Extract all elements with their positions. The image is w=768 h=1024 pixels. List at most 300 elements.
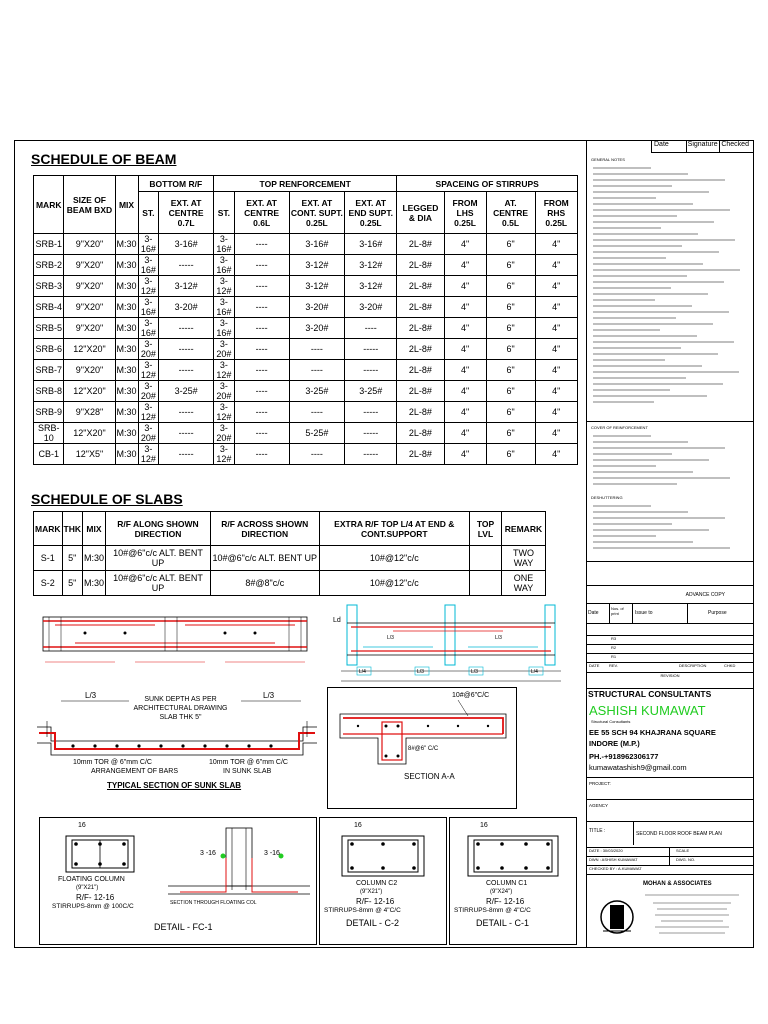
l3-right: L/3 — [263, 691, 275, 700]
title-block — [587, 141, 753, 947]
table-cell: 12"X5" — [64, 444, 115, 465]
bar-note-right: 10mm TOR @ 6"mm C/C — [209, 759, 288, 766]
drawing-sheet — [14, 140, 754, 948]
table-cell: 5" — [62, 546, 82, 571]
table-cell: 9"X20" — [64, 276, 115, 297]
title-label: TITLE : — [587, 822, 634, 845]
slab-header-cell: TOP LVL — [470, 512, 502, 546]
consultants-label: STRUCTURAL CONSULTANTS — [587, 688, 753, 700]
fc1-bars-left: 3 -16 — [200, 850, 216, 857]
table-cell: 3-20# — [214, 339, 235, 360]
bar-note-left-2: ARRANGEMENT OF BARS — [91, 768, 178, 775]
address-1: EE 55 SCH 94 KHAJRANA SQUARE — [589, 728, 716, 737]
table-cell: ---- — [234, 444, 289, 465]
issue-purpose: Purpose — [708, 610, 727, 616]
blank-grid-row — [587, 561, 753, 585]
table-cell: 4" — [444, 381, 486, 402]
c2-size: (9"X21") — [360, 889, 383, 895]
c1-rf: R/F- 12-16 — [486, 897, 525, 906]
slab-header-cell: MIX — [82, 512, 105, 546]
beam-bar-elevation — [35, 607, 315, 682]
section-top-label: 10#@6"C/C — [452, 692, 490, 699]
table-cell: ---- — [345, 318, 397, 339]
c2-stirrups: STIRRUPS-8mm @ 4"C/C — [324, 907, 401, 914]
table-cell: ----- — [345, 360, 397, 381]
table-cell: ---- — [289, 444, 345, 465]
fc1-stirrups: STIRRUPS-8mm @ 100C/C — [52, 903, 134, 910]
c1-col-title: COLUMN C1 — [486, 880, 528, 887]
table-cell: 4" — [535, 255, 578, 276]
table-cell: 2L-8# — [397, 318, 444, 339]
rev-r1: R1 — [587, 653, 753, 662]
table-cell: M:30 — [115, 255, 138, 276]
table-row — [34, 381, 578, 402]
table-cell: 3-16# — [214, 297, 235, 318]
revision-label: REVISION — [587, 672, 753, 682]
table-cell: 3-16# — [159, 234, 214, 255]
table-cell: 3-12# — [345, 255, 397, 276]
blank-row-2 — [587, 623, 753, 635]
table-cell: ----- — [159, 255, 214, 276]
table-cell: SRB-3 — [34, 276, 64, 297]
table-cell: 4" — [444, 234, 486, 255]
table-cell: 4" — [444, 360, 486, 381]
span-label-1: L/3 — [387, 635, 394, 641]
c2-col-title: COLUMN C2 — [356, 880, 398, 887]
slab-header-cell: REMARK — [501, 512, 545, 546]
detail-c1-frame — [449, 817, 577, 945]
c2-title: DETAIL - C-2 — [346, 918, 400, 928]
table-cell: SRB-5 — [34, 318, 64, 339]
table-cell: 10#@6"c/c ALT. BENT UP — [106, 546, 211, 571]
table-cell: 4" — [535, 402, 578, 423]
table-cell: 4" — [444, 444, 486, 465]
table-cell: 3-12# — [289, 276, 345, 297]
col-mix: MIX — [115, 176, 138, 234]
issue-nos: Nos. of print — [610, 604, 633, 623]
rev-r2: R2 — [587, 644, 753, 653]
dwn-row — [587, 856, 753, 865]
table-cell: ---- — [234, 318, 289, 339]
table-cell: 3-16# — [214, 318, 235, 339]
table-cell: SRB-10 — [34, 423, 64, 444]
table-cell: 3-12# — [138, 444, 159, 465]
table-cell: 4" — [535, 423, 578, 444]
table-cell: 8#@8"c/c — [210, 571, 319, 596]
firm-sub: Structural Consultants — [591, 719, 631, 724]
table-cell: 3-16# — [138, 318, 159, 339]
table-cell: 3-12# — [214, 444, 235, 465]
table-cell: ---- — [289, 402, 345, 423]
col-spacing: SPACEING OF STIRRUPS — [397, 176, 578, 192]
table-cell: SRB-1 — [34, 234, 64, 255]
table-cell: ---- — [234, 255, 289, 276]
table-cell: 4" — [535, 381, 578, 402]
col-legged: LEGGED & DIA — [397, 192, 444, 234]
date-row — [587, 847, 753, 856]
table-cell: 5" — [62, 571, 82, 596]
main-drawing-area — [15, 141, 587, 947]
table-cell: ----- — [159, 423, 214, 444]
associates-name: MOHAN & ASSOCIATES — [643, 881, 712, 887]
fc1-bars-right: 3 -16 — [264, 850, 280, 857]
table-cell: 3-16# — [214, 234, 235, 255]
table-cell: 2L-8# — [397, 423, 444, 444]
table-cell: 3-12# — [159, 276, 214, 297]
table-cell: M:30 — [115, 297, 138, 318]
table-cell: 4" — [535, 444, 578, 465]
span-label-6: L/4 — [531, 669, 538, 675]
table-cell: 10#@12"c/c — [319, 571, 469, 596]
table-cell: ----- — [159, 402, 214, 423]
table-row — [34, 339, 578, 360]
rev-chkd: CHKD — [724, 663, 736, 668]
title-value: SECOND FLOOR ROOF BEAM PLAN — [636, 831, 722, 837]
table-cell: M:30 — [115, 318, 138, 339]
table-cell: 6" — [486, 318, 535, 339]
table-cell: M:30 — [115, 444, 138, 465]
table-cell: 2L-8# — [397, 234, 444, 255]
table-cell: ---- — [234, 297, 289, 318]
detail-fc1-frame — [39, 817, 317, 945]
table-cell: 3-12# — [289, 255, 345, 276]
c1-num: 16 — [480, 822, 488, 829]
table-cell: 4" — [444, 297, 486, 318]
table-cell: 4" — [444, 402, 486, 423]
deshuttering-heading: DESHUTTERING — [591, 495, 623, 500]
fc1-col-title: FLOATING COLUMN — [58, 876, 125, 883]
issue-to: Issue to — [633, 604, 688, 623]
table-cell: 6" — [486, 255, 535, 276]
bar-note-left: 10mm TOR @ 6"mm C/C — [73, 759, 152, 766]
phone: PH.-+918962306177 — [589, 752, 659, 761]
c1-size: (9"X24") — [490, 889, 513, 895]
approval-header — [651, 141, 753, 153]
table-row — [34, 360, 578, 381]
table-cell: 10#@6"c/c ALT. BENT UP — [210, 546, 319, 571]
col-lhs: FROM LHS 0.25L — [444, 192, 486, 234]
dwn-label: DWN : ASHISH KUMAWAT — [587, 857, 670, 865]
table-cell: 9"X20" — [64, 297, 115, 318]
table-cell: SRB-7 — [34, 360, 64, 381]
span-label-2: L/3 — [495, 635, 502, 641]
divider-1 — [587, 421, 753, 422]
table-cell: M:30 — [82, 546, 105, 571]
table-cell: 6" — [486, 444, 535, 465]
table-cell: 6" — [486, 402, 535, 423]
address-2: INDORE (M.P.) — [589, 739, 640, 748]
col-t-st: ST. — [214, 192, 235, 234]
l3-left: L/3 — [85, 691, 97, 700]
table-cell: 4" — [535, 276, 578, 297]
continuous-beam-detail — [333, 601, 569, 692]
table-cell: ---- — [234, 276, 289, 297]
table-cell: ---- — [234, 234, 289, 255]
table-cell: 4" — [444, 423, 486, 444]
section-side-label: 8#@6" C/C — [408, 746, 439, 752]
table-cell: M:30 — [115, 234, 138, 255]
table-cell: ---- — [289, 339, 345, 360]
table-cell: SRB-9 — [34, 402, 64, 423]
table-cell: 4" — [535, 339, 578, 360]
table-cell: 3-25# — [289, 381, 345, 402]
table-cell: M:30 — [82, 571, 105, 596]
rev-r3: R3 — [587, 635, 753, 644]
table-cell: 6" — [486, 339, 535, 360]
table-cell: 2L-8# — [397, 255, 444, 276]
slab-header-cell: MARK — [34, 512, 63, 546]
table-cell: 3-16# — [138, 234, 159, 255]
firm-name: ASHISH KUMAWAT — [589, 703, 706, 718]
table-cell: ----- — [345, 423, 397, 444]
table-cell: ----- — [345, 339, 397, 360]
table-cell: 3-12# — [214, 402, 235, 423]
date-col: Date — [651, 141, 686, 153]
beam-schedule-title: SCHEDULE OF BEAM — [31, 151, 177, 167]
table-cell: 4" — [535, 360, 578, 381]
agency-row: AGENCY — [587, 799, 753, 821]
table-cell: ---- — [234, 423, 289, 444]
table-row — [34, 571, 546, 596]
table-cell: 2L-8# — [397, 339, 444, 360]
table-cell: 3-20# — [214, 381, 235, 402]
table-cell: 3-20# — [289, 318, 345, 339]
table-cell — [470, 546, 502, 571]
table-row — [34, 402, 578, 423]
cover-heading: COVER OF REINFORCEMENT — [591, 425, 648, 430]
table-cell: 4" — [444, 276, 486, 297]
associates-text — [643, 891, 743, 941]
cover-text — [591, 433, 749, 493]
table-cell: 4" — [535, 297, 578, 318]
table-cell: ---- — [234, 402, 289, 423]
table-cell: 6" — [486, 381, 535, 402]
table-cell: 2L-8# — [397, 444, 444, 465]
slab-header-cell: THK — [62, 512, 82, 546]
fc1-num: 16 — [78, 822, 86, 829]
col-size: SIZE OF BEAM BXD — [64, 176, 115, 234]
table-cell: M:30 — [115, 423, 138, 444]
table-cell: ---- — [234, 360, 289, 381]
table-cell: ---- — [289, 360, 345, 381]
table-cell: 3-16# — [289, 234, 345, 255]
deshuttering-text — [591, 503, 749, 553]
col-top: TOP RENFORCEMENT — [214, 176, 397, 192]
table-cell: 12"X20" — [64, 381, 115, 402]
table-cell: 5-25# — [289, 423, 345, 444]
table-cell: 9"X20" — [64, 318, 115, 339]
associates-logo-icon — [597, 893, 637, 941]
slab-header-cell: EXTRA R/F TOP L/4 AT END & CONT.SUPPORT — [319, 512, 469, 546]
table-row — [34, 276, 578, 297]
table-cell: 4" — [444, 339, 486, 360]
sunk-depth-note: SUNK DEPTH AS PER ARCHITECTURAL DRAWING SLAB THK 5" — [133, 696, 228, 721]
table-cell: ----- — [345, 402, 397, 423]
table-cell: 6" — [486, 234, 535, 255]
dwg-label: DWG. NO. — [676, 857, 696, 862]
table-cell: 6" — [486, 297, 535, 318]
table-row — [34, 234, 578, 255]
detail-c2-frame — [319, 817, 447, 945]
ld-label: Ld — [333, 617, 341, 624]
table-cell: 10#@12"c/c — [319, 546, 469, 571]
table-cell: M:30 — [115, 339, 138, 360]
beam-schedule-table — [33, 175, 578, 465]
table-cell: SRB-4 — [34, 297, 64, 318]
table-cell: M:30 — [115, 402, 138, 423]
table-cell: 3-12# — [138, 360, 159, 381]
table-cell: TWO WAY — [501, 546, 545, 571]
table-cell: 3-16# — [345, 234, 397, 255]
table-row — [34, 444, 578, 465]
table-cell: ----- — [159, 318, 214, 339]
table-row — [34, 318, 578, 339]
table-cell: 9"X20" — [64, 360, 115, 381]
section-aa-frame — [327, 687, 517, 809]
fc1-title: DETAIL - FC-1 — [154, 922, 213, 932]
general-notes-text — [591, 165, 749, 415]
table-cell: 6" — [486, 276, 535, 297]
col-b-ext: EXT. AT CENTRE 0.7L — [159, 192, 214, 234]
rev-no: REV. — [609, 663, 618, 668]
table-cell: 4" — [535, 234, 578, 255]
table-cell: 3-16# — [214, 255, 235, 276]
table-cell: ----- — [159, 444, 214, 465]
sunk-section-title: TYPICAL SECTION OF SUNK SLAB — [107, 781, 242, 790]
table-cell: 3-25# — [159, 381, 214, 402]
project-row: PROJECT: — [587, 777, 753, 799]
table-cell: ----- — [159, 360, 214, 381]
table-cell: SRB-6 — [34, 339, 64, 360]
c2-rf: R/F- 12-16 — [356, 897, 395, 906]
table-cell: 9"X20" — [64, 234, 115, 255]
table-cell: 2L-8# — [397, 276, 444, 297]
table-cell: SRB-2 — [34, 255, 64, 276]
col-t-ext: EXT. AT CENTRE 0.6L — [234, 192, 289, 234]
c1-stirrups: STIRRUPS-8mm @ 4"C/C — [454, 907, 531, 914]
chkd-row: CHECKED BY : A.KUMAWAT — [587, 865, 753, 874]
fc1-size: (9"X21") — [76, 885, 99, 891]
table-cell: M:30 — [115, 276, 138, 297]
table-cell: ----- — [345, 444, 397, 465]
table-cell: 2L-8# — [397, 360, 444, 381]
section-title: SECTION A-A — [404, 772, 455, 781]
title-row — [587, 821, 753, 845]
table-cell: 4" — [444, 318, 486, 339]
col-t-end: EXT. AT END SUPT. 0.25L — [345, 192, 397, 234]
table-cell: 3-12# — [138, 276, 159, 297]
bar-note-right-2: IN SUNK SLAB — [223, 768, 272, 775]
span-label-5: L/3 — [471, 669, 478, 675]
table-cell: ---- — [234, 381, 289, 402]
col-t-cont: EXT. AT CONT. SUPT. 0.25L — [289, 192, 345, 234]
advance-copy: ADVANCE COPY — [587, 585, 753, 603]
fc1-rf: R/F- 12-16 — [76, 893, 115, 902]
c2-num: 16 — [354, 822, 362, 829]
email[interactable]: kumawatashish9@gmail.com — [589, 763, 687, 772]
issue-date: Date — [587, 604, 610, 623]
table-cell: 9"X28" — [64, 402, 115, 423]
span-label-4: L/3 — [417, 669, 424, 675]
table-cell: 12"X20" — [64, 423, 115, 444]
table-cell: 3-20# — [345, 297, 397, 318]
table-cell: 10#@6"c/c ALT. BENT UP — [106, 571, 211, 596]
slab-header-cell: R/F ACROSS SHOWN DIRECTION — [210, 512, 319, 546]
date-label: DATE : 30/03/2020 — [587, 848, 670, 856]
table-cell: 4" — [535, 318, 578, 339]
table-cell: M:30 — [115, 381, 138, 402]
col-mark: MARK — [34, 176, 64, 234]
table-cell: SRB-8 — [34, 381, 64, 402]
table-cell: 3-20# — [214, 423, 235, 444]
general-notes-heading: GENERAL NOTES — [591, 157, 625, 162]
table-cell: S-2 — [34, 571, 63, 596]
associates-block — [587, 874, 753, 949]
col-bottom: BOTTOM R/F — [138, 176, 214, 192]
rev-desc: DESCRIPTION — [679, 663, 707, 668]
table-cell: ---- — [234, 339, 289, 360]
table-cell: 6" — [486, 423, 535, 444]
rev-date: DATE — [589, 663, 600, 668]
table-cell: 3-12# — [214, 360, 235, 381]
table-cell: 3-20# — [159, 297, 214, 318]
table-cell: 2L-8# — [397, 381, 444, 402]
table-row — [34, 297, 578, 318]
sunk-slab-section — [33, 689, 323, 803]
c1-title: DETAIL - C-1 — [476, 918, 530, 928]
slab-header-cell: R/F ALONG SHOWN DIRECTION — [106, 512, 211, 546]
table-cell: S-1 — [34, 546, 63, 571]
table-cell: 4" — [444, 255, 486, 276]
slab-schedule-title: SCHEDULE OF SLABS — [31, 491, 183, 507]
fc1-section-label: SECTION THROUGH FLOATING COL — [170, 900, 257, 906]
table-cell: 3-12# — [345, 276, 397, 297]
rev-header — [587, 662, 753, 672]
table-row — [34, 423, 578, 444]
checked-col: Checked — [719, 141, 753, 153]
table-cell: 3-16# — [138, 255, 159, 276]
table-cell: 6" — [486, 360, 535, 381]
table-cell: 3-20# — [289, 297, 345, 318]
table-cell: CB-1 — [34, 444, 64, 465]
table-cell: 3-20# — [138, 339, 159, 360]
table-cell: 9"X20" — [64, 255, 115, 276]
issue-header — [587, 603, 753, 623]
table-cell: ONE WAY — [501, 571, 545, 596]
table-cell: 3-16# — [138, 297, 159, 318]
table-cell: 3-12# — [138, 402, 159, 423]
table-cell: 3-25# — [345, 381, 397, 402]
table-cell: ----- — [159, 339, 214, 360]
table-cell: 12"X20" — [64, 339, 115, 360]
col-rhs: FROM RHS 0.25L — [535, 192, 578, 234]
table-row — [34, 546, 546, 571]
col-centre: AT. CENTRE 0.5L — [486, 192, 535, 234]
signature-col: Signature — [686, 141, 720, 153]
table-cell: 2L-8# — [397, 402, 444, 423]
table-cell: 2L-8# — [397, 297, 444, 318]
table-row — [34, 255, 578, 276]
scale-label: SCALE — [676, 848, 690, 853]
table-cell: 3-20# — [138, 423, 159, 444]
table-cell: 3-20# — [138, 381, 159, 402]
table-cell: 3-12# — [214, 276, 235, 297]
slab-schedule-table — [33, 511, 546, 596]
span-label-3: L/4 — [359, 669, 366, 675]
table-cell — [470, 571, 502, 596]
col-b-st: ST. — [138, 192, 159, 234]
table-cell: M:30 — [115, 360, 138, 381]
